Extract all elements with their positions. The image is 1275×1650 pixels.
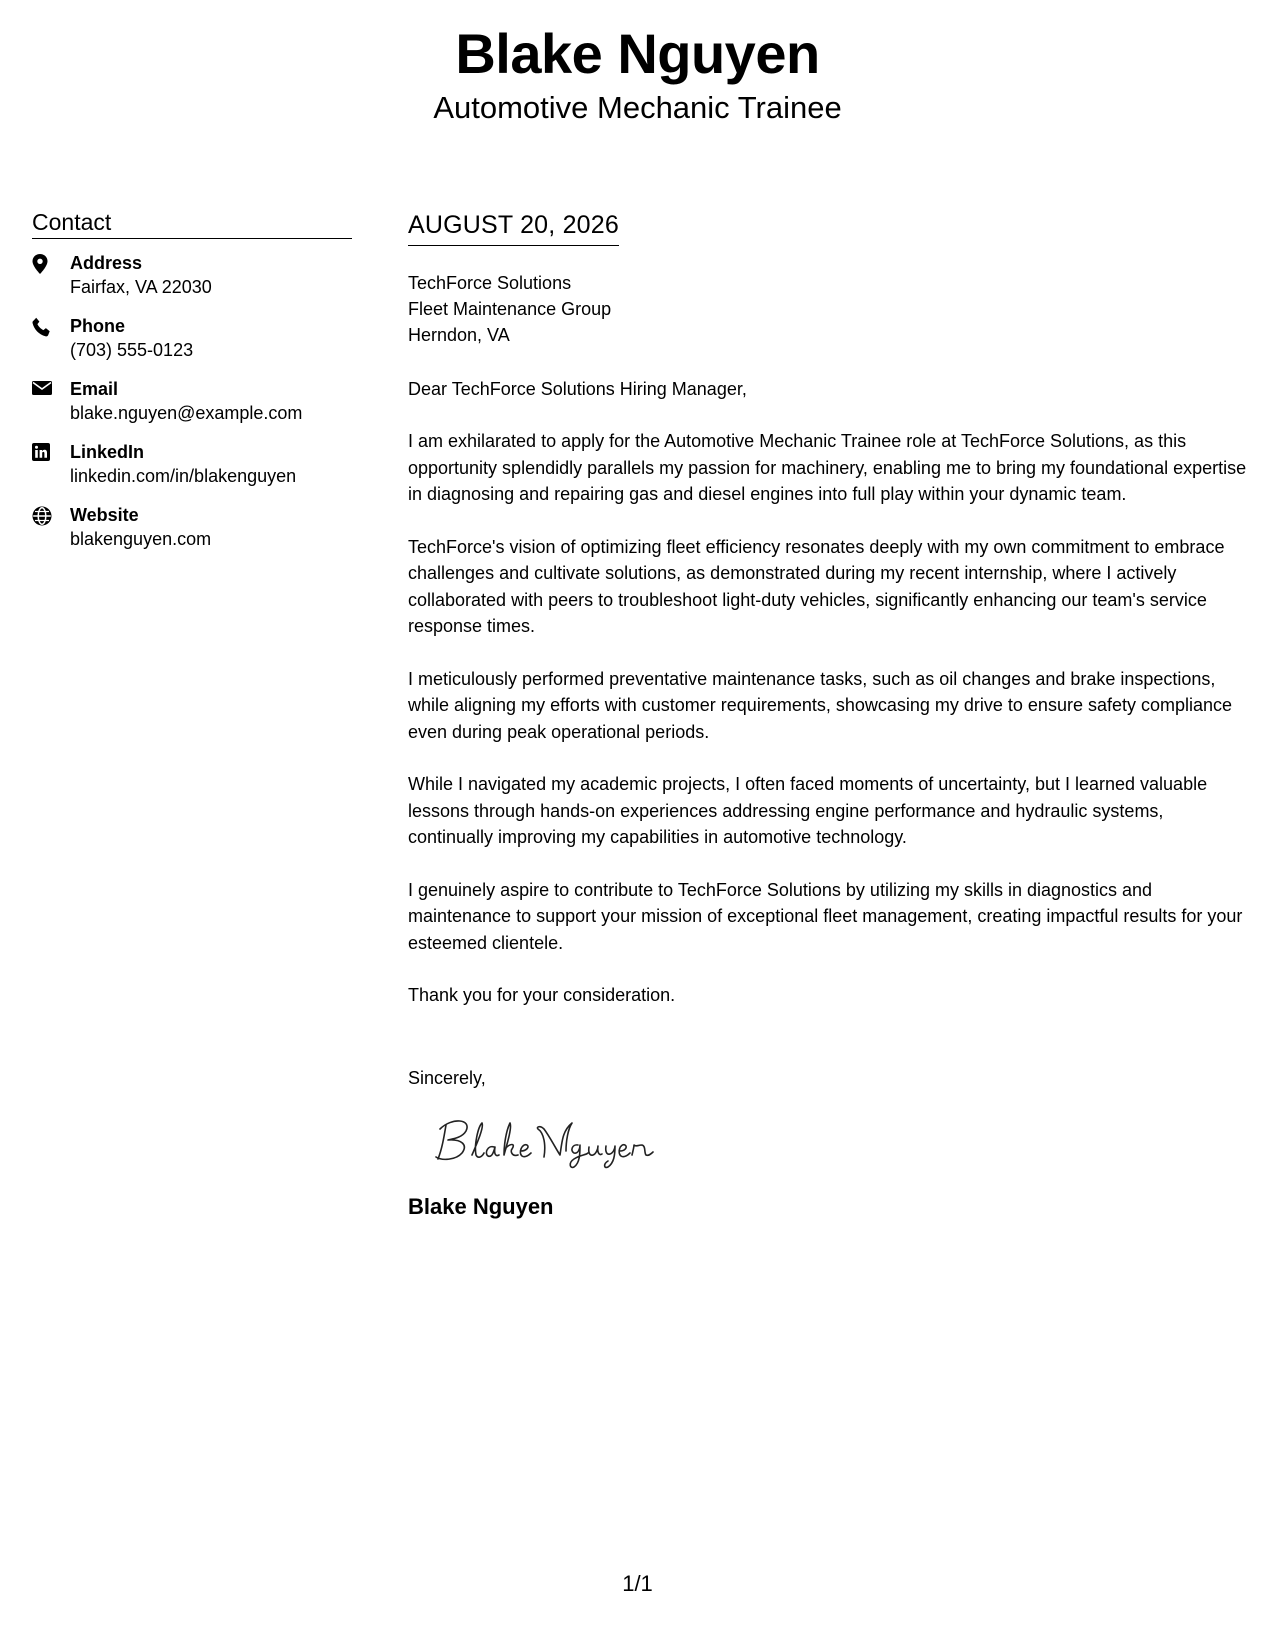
salutation: Dear TechForce Solutions Hiring Manager, [408, 379, 747, 399]
contact-value: linkedin.com/in/blakenguyen [70, 466, 297, 486]
page-number: 1/1 [622, 1571, 653, 1596]
contact-value: (703) 555-0123 [70, 340, 194, 360]
signer-name: Blake Nguyen [408, 1193, 554, 1219]
handwritten-signature [432, 1111, 1248, 1181]
applicant-name: Blake Nguyen [455, 22, 820, 85]
contact-value: Fairfax, VA 22030 [70, 277, 212, 297]
contact-value: blakenguyen.com [70, 529, 212, 549]
recipient-block [408, 270, 1248, 348]
paragraph: I am exhilarated to apply for the Automotive Mechanic Trainee role at TechForce Solutions, as this opportunity splendidly parallels my passion for machinery, enabling me to bring my foundational expertise in diagnosing and repairing gas and diesel engines into full play within your dynamic team. [408, 431, 1247, 504]
contact-heading: Contact [32, 208, 352, 239]
contact-label: Address [70, 253, 143, 273]
recipient-department: Fleet Maintenance Group [408, 299, 612, 319]
contact-label: Website [70, 505, 139, 525]
recipient-company: TechForce Solutions [408, 273, 572, 293]
globe-icon [32, 503, 70, 526]
closing: Sincerely, [408, 1067, 486, 1088]
contact-label: Phone [70, 316, 126, 336]
phone-icon [32, 314, 70, 337]
paragraph: I meticulously performed preventative maintenance tasks, such as oil changes and brake inspections, while aligning my efforts with customer requirements, showcasing my drive to ensure safety compliance even during peak operational periods. [408, 668, 1233, 742]
paragraph: TechForce's vision of optimizing fleet efficiency resonates deeply with my own commitment to embrace challenges and cultivate solutions, as demonstrated during my recent internship, where I actively collaborated with peers to troubleshoot light-duty vehicles, significantly enhancing our team's service response times. [408, 536, 1225, 636]
contact-value: blake.nguyen@example.com [70, 403, 303, 423]
map-pin-icon [32, 251, 70, 274]
contact-sidebar [32, 208, 352, 566]
paragraph: While I navigated my academic projects, I often faced moments of uncertainty, but I learned valuable lessons through hands-on experiences addressing engine performance and hydraulic systems, continually improving my capabilities in automotive technology. [408, 774, 1208, 847]
contact-label: Email [70, 379, 119, 399]
contact-item-email [32, 377, 352, 440]
contact-item-website [32, 503, 352, 566]
recipient-location: Herndon, VA [408, 325, 510, 345]
linkedin-icon [32, 440, 70, 461]
applicant-title: Automotive Mechanic Trainee [433, 90, 842, 125]
contact-item-linkedin [32, 440, 352, 503]
contact-item-phone [32, 314, 352, 377]
letter-date: AUGUST 20, 2026 [408, 210, 619, 246]
paragraph: Thank you for your consideration. [408, 985, 676, 1005]
letter-header [0, 22, 1275, 128]
contact-item-address [32, 251, 352, 314]
letter-body [408, 210, 1248, 1221]
envelope-icon [32, 377, 70, 396]
contact-label: LinkedIn [70, 442, 145, 462]
paragraph: I genuinely aspire to contribute to TechForce Solutions by utilizing my skills in diagnostics and maintenance to support your mission of exceptional fleet management, creating impactful results for your esteemed clientele. [408, 879, 1243, 953]
